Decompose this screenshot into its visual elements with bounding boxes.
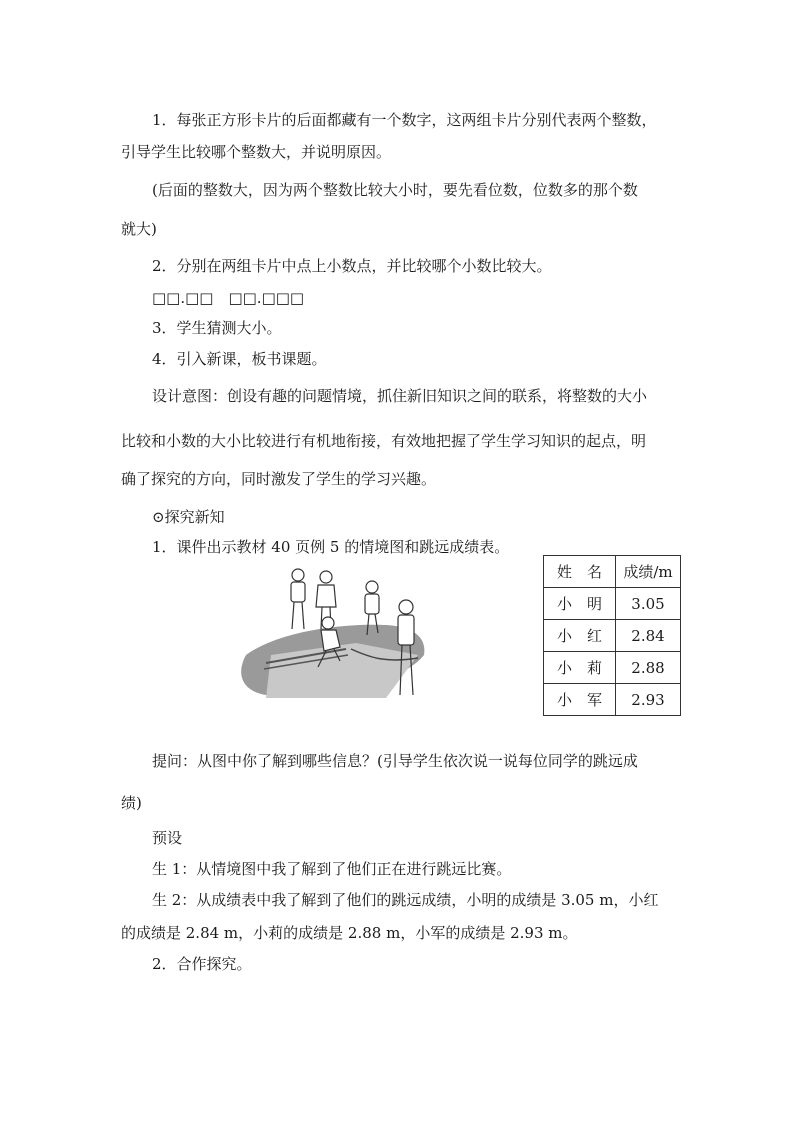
student-score: 2.88 <box>616 652 681 684</box>
long-jump-scene-image <box>236 563 428 703</box>
student-1-answer: 生 1：从情境图中我了解到了他们正在进行跳远比赛。 <box>152 860 512 878</box>
para-4: 3．学生猜测大小。 <box>152 319 282 337</box>
student-score: 2.84 <box>616 620 681 652</box>
score-table <box>543 555 681 716</box>
design-intent-line-3: 确了探究的方向，同时激发了学生的学习兴趣。 <box>121 470 437 488</box>
para-6: 1．课件出示教材 40 页例 5 的情境图和跳远成绩表。 <box>152 538 510 556</box>
design-intent-line-2: 比较和小数的大小比较进行有机地衔接，有效地把握了学生学习知识的起点，明 <box>121 432 647 450</box>
preset-label: 预设 <box>152 829 183 847</box>
student-2-answer-line-2: 的成绩是 2.84 m，小莉的成绩是 2.88 m，小军的成绩是 2.93 m。 <box>121 924 578 942</box>
card-boxes: □□.□□ □□.□□□ <box>152 289 305 307</box>
student-name: 小 军 <box>544 684 616 716</box>
question-line-1: 提问：从图中你了解到哪些信息？(引导学生依次说一说每位同学的跳远成 <box>152 752 638 770</box>
table-header-row <box>544 556 681 588</box>
student-score: 2.93 <box>616 684 681 716</box>
table-row <box>544 588 681 620</box>
para-2-line-2: 就大) <box>121 220 157 238</box>
student-2-answer-line-1: 生 2：从成绩表中我了解到了他们的跳远成绩，小明的成绩是 3.05 m，小红 <box>152 891 659 909</box>
table-row <box>544 620 681 652</box>
question-line-2: 绩) <box>121 794 142 812</box>
student-name: 小 明 <box>544 588 616 620</box>
para-3: 2．分别在两组卡片中点上小数点，并比较哪个小数比较大。 <box>152 257 552 275</box>
para-1-line-2: 引导学生比较哪个整数大，并说明原因。 <box>121 143 392 161</box>
student-score: 3.05 <box>616 588 681 620</box>
para-5: 4．引入新课，板书课题。 <box>152 350 327 368</box>
design-intent-line-1: 设计意图：创设有趣的问题情境，抓住新旧知识之间的联系，将整数的大小 <box>152 387 648 405</box>
header-name: 姓 名 <box>544 556 616 588</box>
section-heading: ⊙探究新知 <box>152 508 225 526</box>
student-name: 小 莉 <box>544 652 616 684</box>
header-score: 成绩/m <box>616 556 681 588</box>
student-name: 小 红 <box>544 620 616 652</box>
table-row <box>544 684 681 716</box>
para-7: 2．合作探究。 <box>152 955 252 973</box>
para-2-line-1: (后面的整数大，因为两个整数比较大小时，要先看位数，位数多的那个数 <box>152 181 638 199</box>
table-row <box>544 652 681 684</box>
para-1-line-1: 1．每张正方形卡片的后面都藏有一个数字，这两组卡片分别代表两个整数， <box>152 111 657 129</box>
